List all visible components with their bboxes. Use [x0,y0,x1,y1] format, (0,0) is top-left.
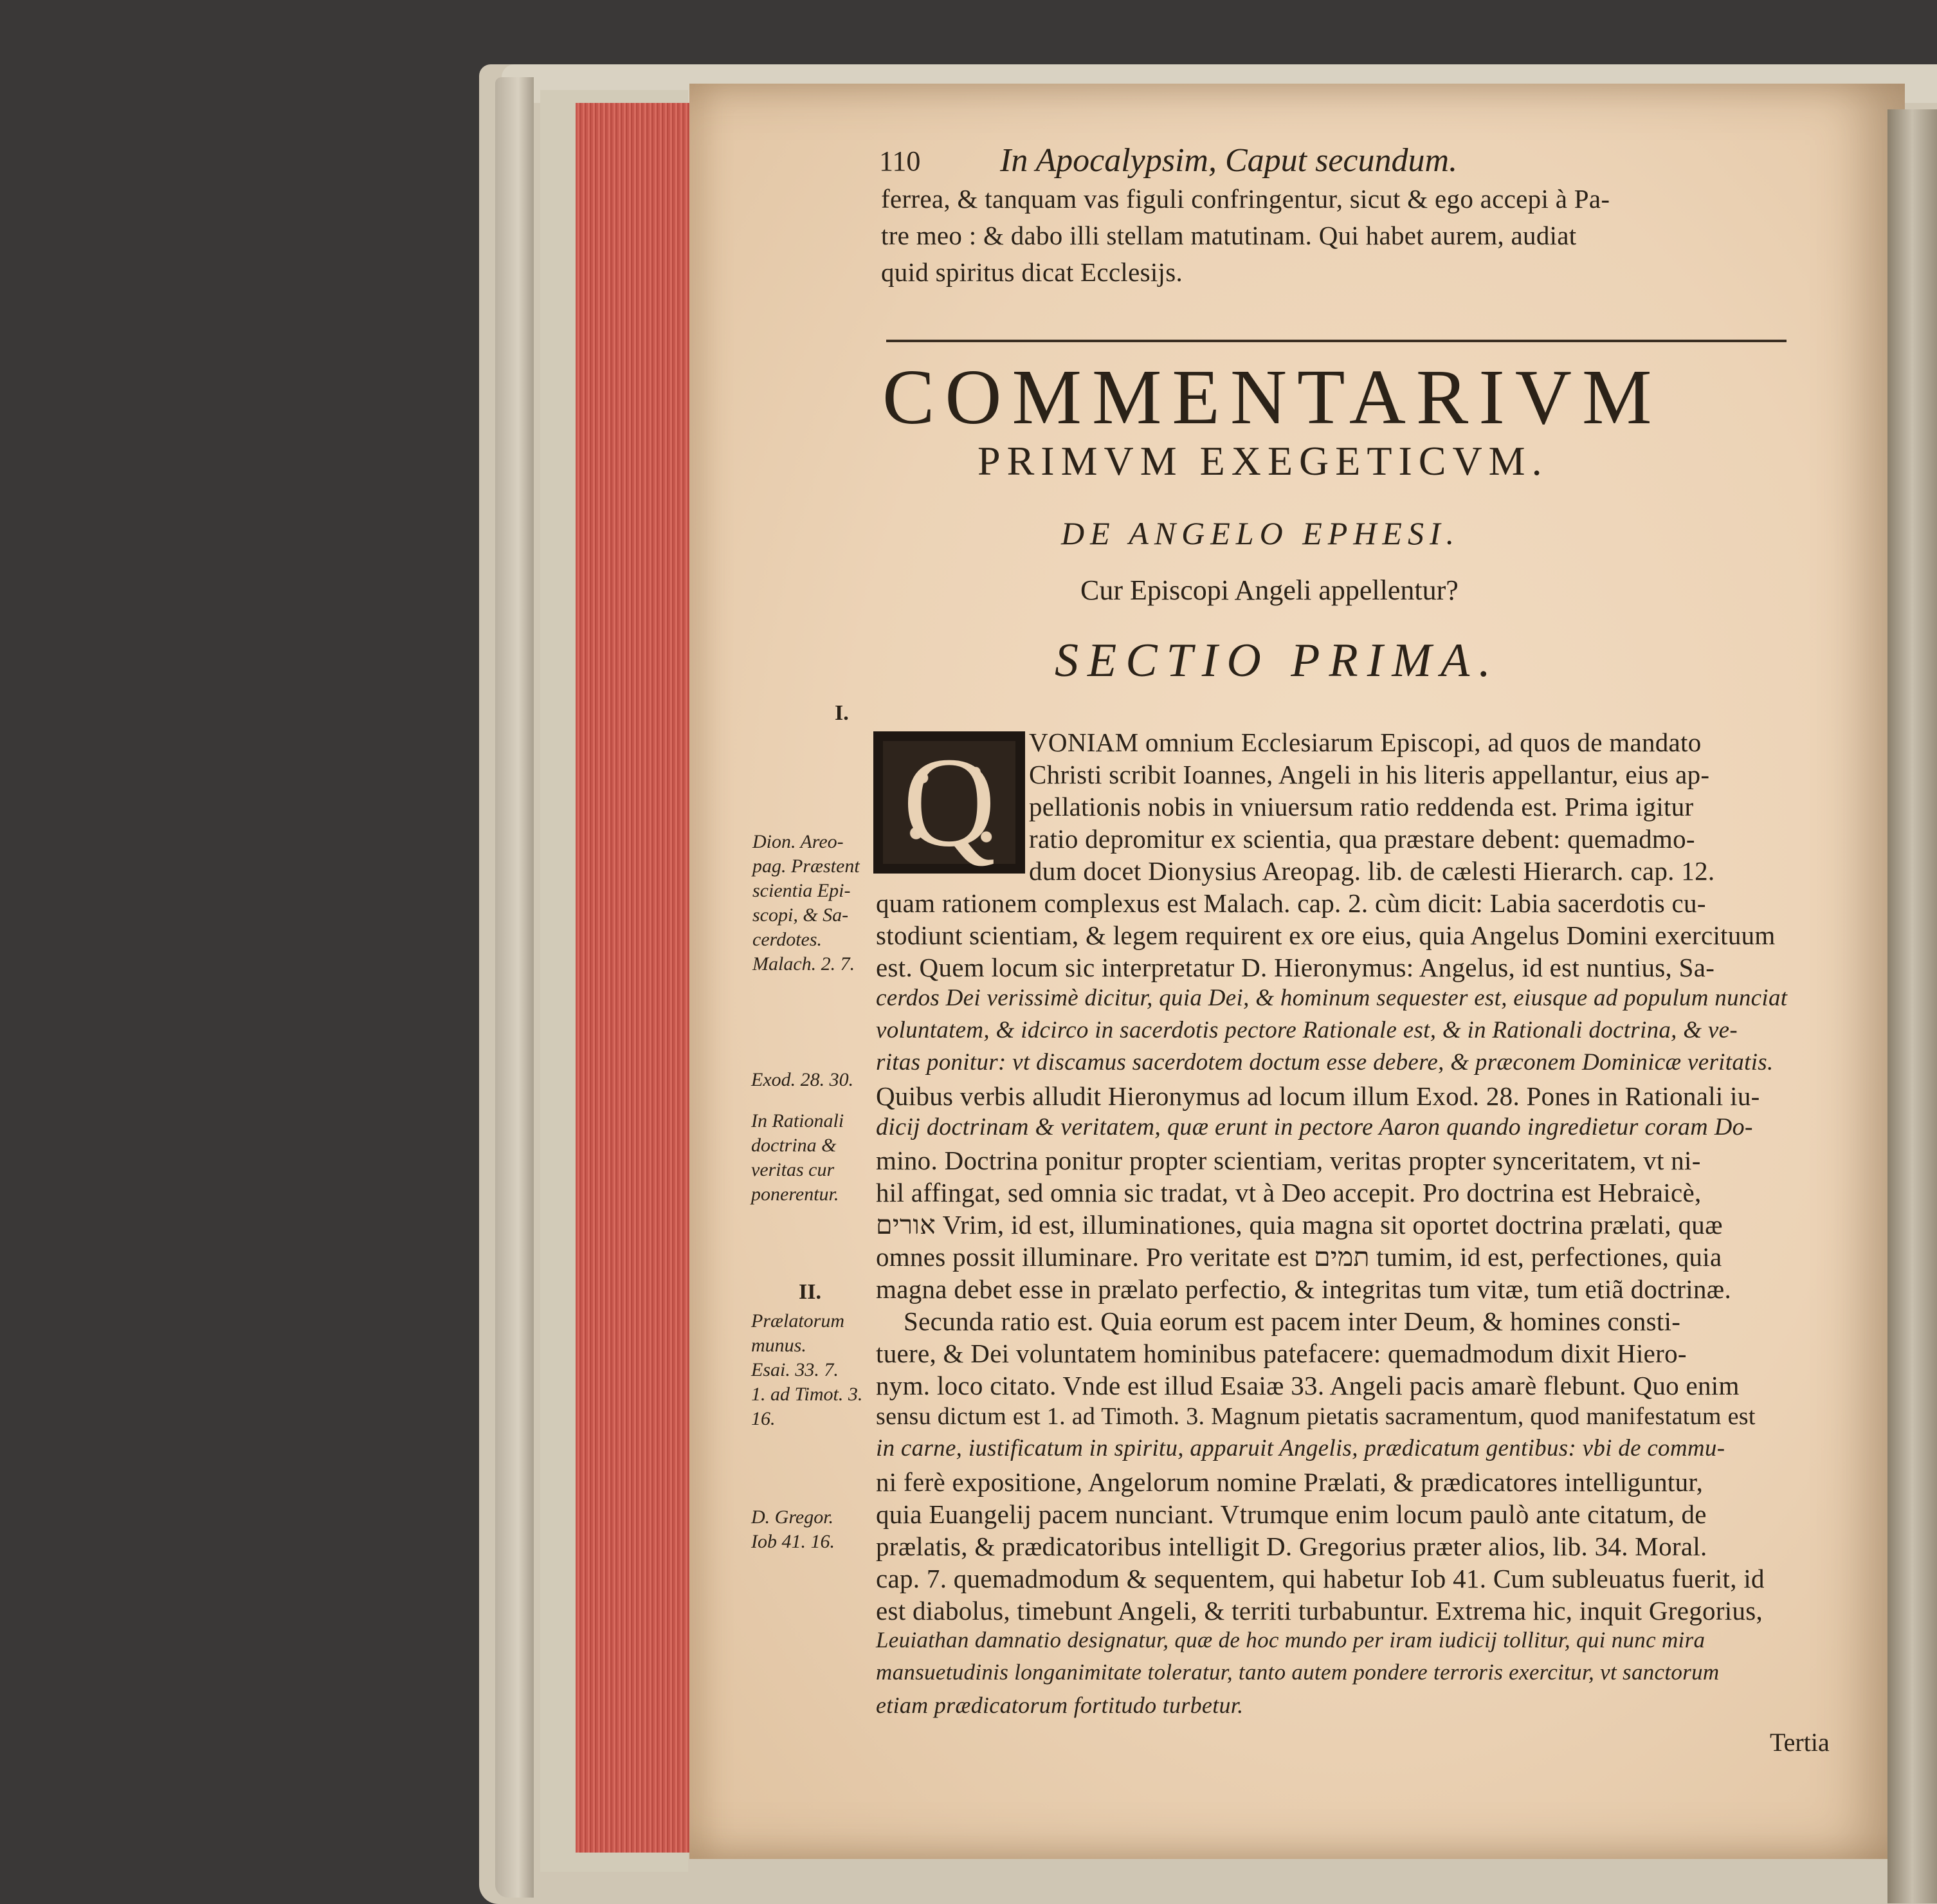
margin-note [751,1309,862,1431]
margin-line: Exod. 28. 30. [751,1069,854,1090]
margin-line: D. Gregor. [751,1506,834,1528]
text-line: dicij doctrinam & veritatem, quæ erunt in pectore Aaron quando ingredietur coram Do- [876,1113,1753,1140]
text-line: cerdos Dei verissimè dicitur, quia Dei, & hominum sequester est, eiusque ad populum nunciat [876,985,1788,1011]
margin-line: veritas cur [751,1159,835,1180]
text-line: Secunda ratio est. Quia eorum est pacem inter Deum, & homines consti- [904,1306,1681,1336]
text-line: quid spiritus dicat Ecclesijs. [881,257,1183,287]
margin-note [751,1505,835,1554]
text-line: mino. Doctrina ponitur propter scientiam, veritas propter synceritatem, vt ni- [876,1146,1701,1175]
margin-number: II. [799,1280,821,1304]
text-line: voluntatem, & idcirco in sacerdotis pectore Rationale est, & in Rationali doctrina, & ve- [876,1017,1738,1043]
text-line: tuere, & Dei voluntatem hominibus patefacere: quemadmodum dixit Hiero- [876,1339,1687,1368]
margin-line: munus. [751,1335,806,1356]
text-line: cap. 7. quemadmodum & sequentem, qui habetur Iob 41. Cum subleuatus fuerit, id [876,1564,1765,1593]
decorated-initial [873,731,1025,874]
margin-line: scopi, & Sa- [752,904,849,926]
margin-note [752,830,860,976]
text-line: magna debet esse in prælato perfectio, & integritas tum vitæ, tum etiã doctrinæ. [876,1274,1731,1304]
text-line: VONIAM omnium Ecclesiarum Episcopi, ad quos de mandato [1029,728,1702,757]
horizontal-rule [886,340,1787,342]
text-line: quia Euangelij pacem nunciant. Vtrumque enim locum paulò ante citatum, de [876,1499,1707,1529]
section-title: SECTIO PRIMA. [1055,634,1500,687]
margin-line: 1. ad Timot. 3. [751,1384,863,1405]
margin-line: scientia Epi- [752,880,851,901]
text-line: est diabolus, timebunt Angeli, & territi turbabuntur. Extrema hic, inquit Gregorius, [876,1596,1763,1625]
text-line: in carne, iustificatum in spiritu, apparuit Angelis, prædicatum gentibus: vbi de commu- [876,1435,1725,1461]
margin-number: I. [835,701,849,725]
text-line: tre meo : & dabo illi stellam matutinam. Qui habet aurem, audiat [881,221,1577,250]
text-line: prælatis, & prædicatoribus intelligit D. Gregorius præter alios, lib. 34. Moral. [876,1532,1707,1561]
text-line: mansuetudinis longanimitate toleratur, tanto autem pondere terroris exercitur, vt sanctorum [876,1660,1720,1685]
text-line: sensu dictum est 1. ad Timoth. 3. Magnum pietatis sacramentum, quod manifestatum est [876,1403,1756,1430]
book-spine [495,77,534,1898]
text-line: etiam prædicatorum fortitudo turbetur. [876,1692,1244,1718]
margin-note [751,1109,844,1207]
title-main: COMMENTARIVM [882,354,1662,441]
text-line: omnes possit illuminare. Pro veritate est תמים tumim, id est, perfectiones, quia [876,1242,1722,1272]
margin-line: doctrina & [751,1135,837,1156]
text-line: nym. loco citato. Vnde est illud Esaiæ 33. Angeli pacis amarè flebunt. Quo enim [876,1371,1740,1400]
red-page-edges [576,103,691,1853]
margin-line: In Rationali [751,1110,844,1131]
text-line: ritas ponitur: vt discamus sacerdotem doctum esse debere, & præconem Dominicæ veritatis. [876,1049,1774,1076]
margin-line: cerdotes. [752,929,823,950]
margin-line: Esai. 33. 7. [751,1359,839,1380]
catchword: Tertia [1770,1728,1830,1757]
page-number: 110 [879,145,921,177]
book-binding [1887,109,1937,1903]
text-line: Christi scribit Ioannes, Angeli in his literis appellantur, eius ap- [1029,760,1710,789]
text-line: ni ferè expositione, Angelorum nomine Prælati, & prædicatores intelliguntur, [876,1467,1704,1497]
text-line: quam rationem complexus est Malach. cap. 2. cùm dicit: Labia sacerdotis cu- [876,888,1706,918]
margin-note [751,1068,853,1092]
text-line: dum docet Dionysius Areopag. lib. de cælesti Hierarch. cap. 12. [1029,856,1715,886]
text-line: ferrea, & tanquam vas figuli confringentur, sicut & ego accepi à Pa- [881,184,1610,214]
margin-line: 16. [751,1408,776,1429]
margin-line: Prælatorum [751,1310,845,1332]
text-line: est. Quem locum sic interpretatur D. Hieronymus: Angelus, id est nuntius, Sa- [876,953,1715,982]
margin-line: pag. Præstent [752,856,860,877]
text-line: stodiunt scientiam, & legem requirent ex ore eius, quia Angelus Domini exercituum [876,920,1776,950]
title-de: DE ANGELO EPHESI. [1061,515,1460,551]
running-head: In Apocalypsim, Caput secundum. [1000,142,1458,179]
text-line: pellationis nobis in vniuersum ratio reddenda est. Prima igitur [1029,792,1694,821]
initial-letter: Q [902,731,996,874]
margin-line: Iob 41. 16. [751,1531,835,1552]
margin-line: Malach. 2. 7. [752,953,855,975]
text-line: Leuiathan damnatio designatur, quæ de hoc mundo per iram iudicij tollitur, qui nunc mira [876,1627,1705,1652]
title-question: Cur Episcopi Angeli appellentur? [1080,574,1459,606]
text-line: Quibus verbis alludit Hieronymus ad locum illum Exod. 28. Pones in Rationali iu- [876,1081,1760,1111]
text-line: אורים Vrim, id est, illuminationes, quia magna sit oportet doctrina prælati, quæ [876,1210,1723,1240]
text-line: hil affingat, sed omnia sic tradat, vt à Deo accepit. Pro doctrina est Hebraicè, [876,1178,1702,1207]
margin-line: Dion. Areo- [752,831,844,852]
text-line: ratio depromitur ex scientia, qua præstare debent: quemadmo- [1029,824,1695,854]
title-sub: PRIMVM EXEGETICVM. [978,438,1549,484]
margin-line: ponerentur. [751,1184,839,1205]
